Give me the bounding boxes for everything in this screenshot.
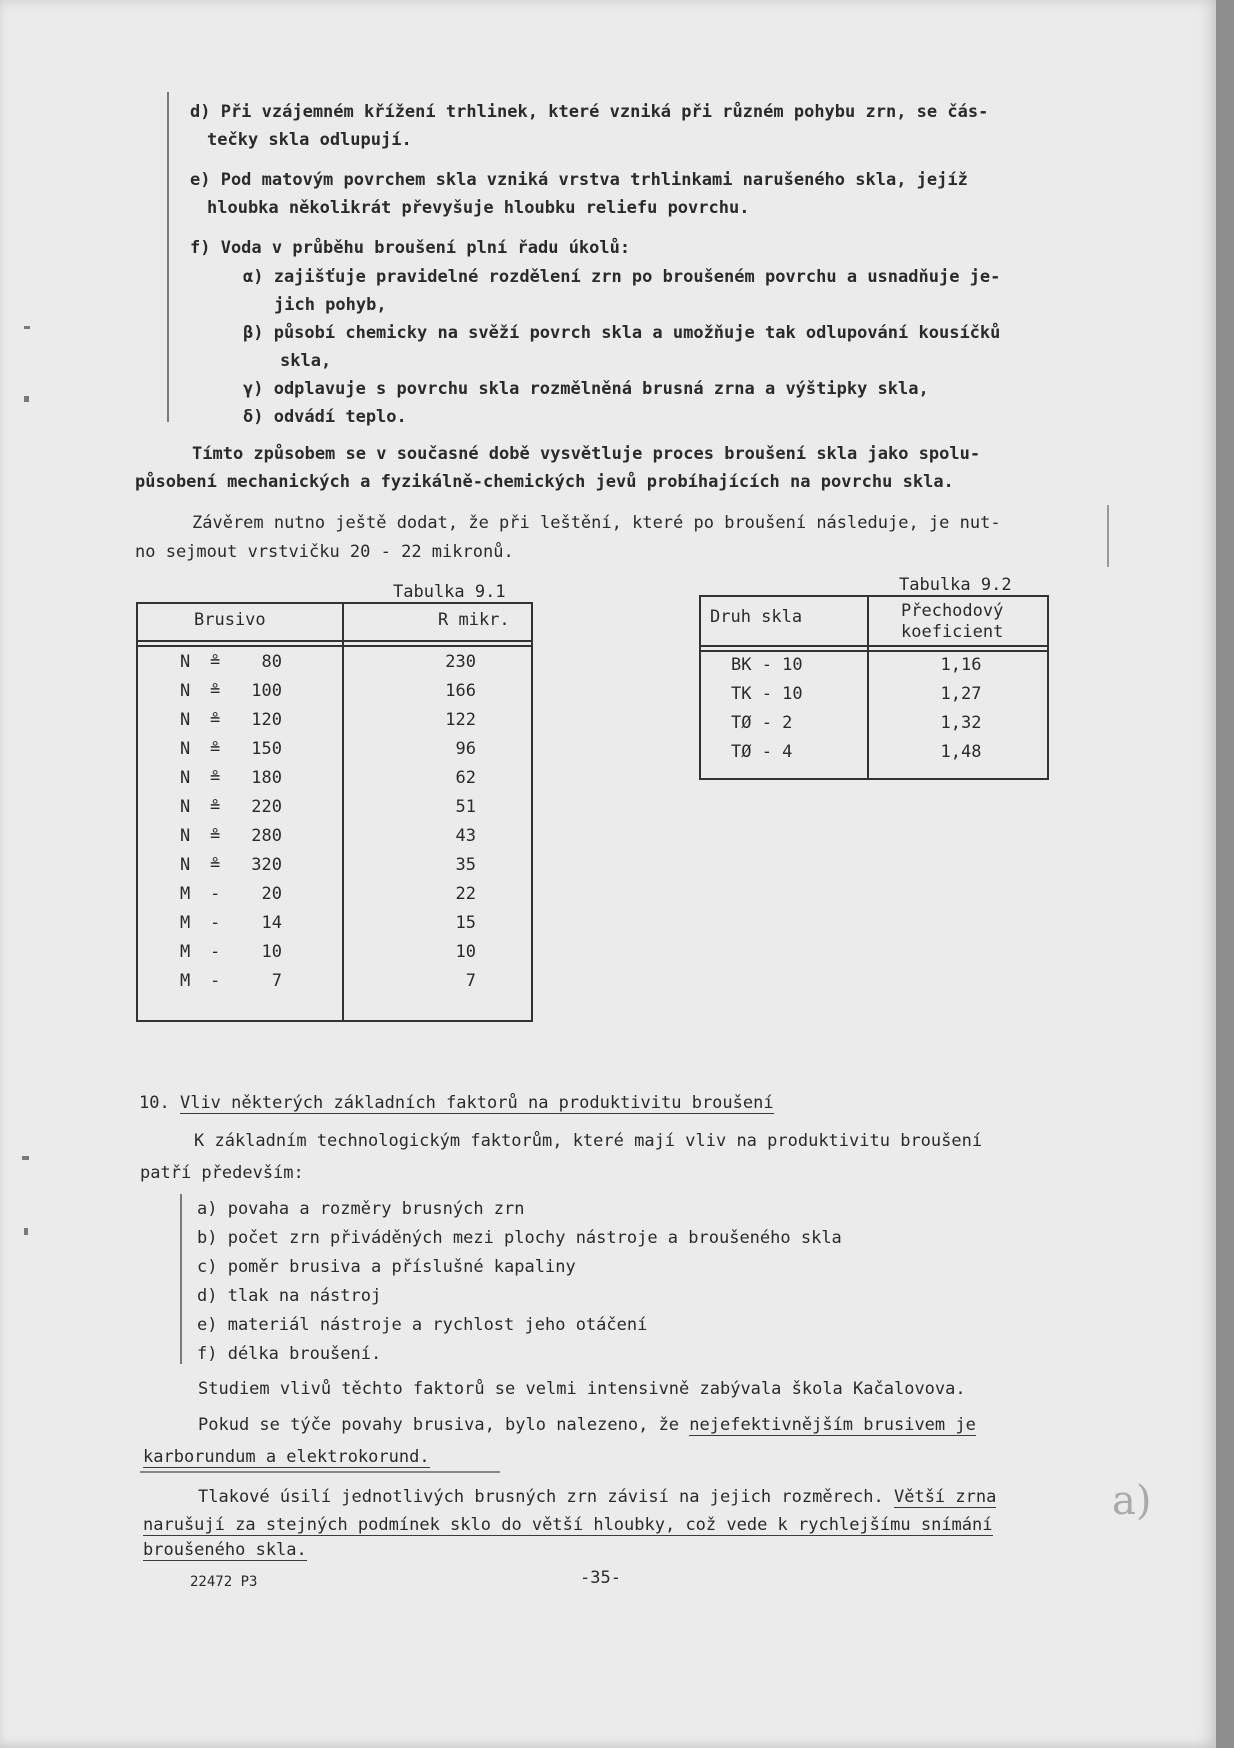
table-1-header-r: R mikr. <box>438 610 510 630</box>
table-1-cell-value: 230 <box>445 652 476 672</box>
table-1 <box>136 602 533 1022</box>
list-item-e-line1: e) Pod matovým povrchem skla vzniká vrstva trhlinkami narušeného skla, jejíž <box>190 170 968 190</box>
table-2-row <box>701 742 1047 771</box>
table-1-cell-grit: 120 <box>251 710 282 730</box>
table-2 <box>699 595 1049 780</box>
table-1-cell-grit: 20 <box>261 884 282 904</box>
table-1-cell-grit: 100 <box>251 681 282 701</box>
table-1-cell-symbol: ≗ <box>210 681 221 701</box>
table-1-cell-value: 96 <box>455 739 476 759</box>
sub-item-alpha-line2: jich pohyb, <box>274 295 387 315</box>
sub-item-delta: δ) odvádí teplo. <box>243 407 407 427</box>
margin-bar-bottom <box>180 1194 182 1364</box>
table-1-cell-value: 10 <box>455 942 476 962</box>
list-item-f: f) Voda v průběhu broušení plní řadu úkolů: <box>190 238 631 258</box>
handwritten-margin-note: a) <box>1112 1478 1152 1524</box>
table-2-row <box>701 655 1047 684</box>
table-1-cell-value: 7 <box>465 971 476 991</box>
table-1-row <box>138 768 531 797</box>
table-1-cell-letter: N <box>180 681 191 701</box>
page-number: -35- <box>580 1568 621 1588</box>
table-1-row <box>138 855 531 884</box>
table-1-cell-grit: 280 <box>251 826 282 846</box>
paragraph-6-line1: Tlakové úsilí jednotlivých brusných zrn závisí na jejich rozměrech. Větší zrna <box>198 1487 997 1507</box>
table-2-cell-kind: TØ - 2 <box>731 713 793 733</box>
factor-list-item: c) poměr brusiva a příslušné kapaliny <box>197 1257 576 1277</box>
table-2-cell-kind: TØ - 4 <box>731 742 793 762</box>
punch-speck <box>24 326 30 329</box>
table-1-cell-value: 51 <box>455 797 476 817</box>
table-1-cell-letter: N <box>180 652 191 672</box>
table-1-cell-symbol: ≗ <box>210 710 221 730</box>
table-1-row <box>138 710 531 739</box>
table-1-row <box>138 681 531 710</box>
table-1-cell-grit: 10 <box>261 942 282 962</box>
footer-code: 22472 P3 <box>190 1574 258 1590</box>
table-1-row <box>138 913 531 942</box>
table-2-caption: Tabulka 9.2 <box>899 575 1012 595</box>
table-1-cell-letter: M <box>180 913 191 933</box>
sub-item-alpha-line1: α) zajišťuje pravidelné rozdělení zrn po broušeném povrchu a usnadňuje je- <box>243 267 1001 287</box>
table-2-cell-coef: 1,48 <box>940 742 982 762</box>
factor-list-item: f) délka broušení. <box>197 1344 382 1364</box>
punch-speck <box>24 396 29 402</box>
table-1-cell-symbol: ≗ <box>210 768 221 788</box>
table-1-cell-grit: 180 <box>251 768 282 788</box>
table-1-cell-value: 35 <box>455 855 476 875</box>
table-1-cell-value: 43 <box>455 826 476 846</box>
table-1-cell-letter: N <box>180 768 191 788</box>
table-1-cell-letter: N <box>180 739 191 759</box>
table-1-cell-symbol: ≗ <box>210 652 221 672</box>
table-2-header-druh: Druh skla <box>710 607 803 627</box>
margin-bar-top <box>167 92 169 422</box>
section-number: 10. <box>139 1093 170 1113</box>
table-2-cell-coef: 1,16 <box>940 655 982 675</box>
punch-speck <box>22 1156 29 1160</box>
paragraph-2-line1: Závěrem nutno ještě dodat, že při leštění, které po broušení následuje, je nut- <box>192 513 1001 533</box>
sub-item-beta-line2: skla, <box>280 351 332 371</box>
table-1-cell-symbol: - <box>210 884 221 904</box>
sub-item-gamma: γ) odplavuje s povrchu skla rozmělněná brusná zrna a výštipky skla, <box>243 379 929 399</box>
paragraph-6-line3: broušeného skla. <box>143 1540 307 1560</box>
table-1-cell-value: 22 <box>455 884 476 904</box>
list-item-d-line1: d) Při vzájemném křížení trhlinek, které vzniká při různém pohybu zrn, se čás- <box>190 102 989 122</box>
punch-speck <box>24 1228 28 1235</box>
table-1-row <box>138 942 531 971</box>
table-2-cell-coef: 1,32 <box>940 713 982 733</box>
table-1-cell-letter: N <box>180 826 191 846</box>
table-1-cell-symbol: - <box>210 942 221 962</box>
factor-list-item: a) povaha a rozměry brusných zrn <box>197 1199 525 1219</box>
table-1-cell-value: 62 <box>455 768 476 788</box>
paragraph-3-line2: patří především: <box>140 1163 304 1183</box>
sub-item-beta-line1: β) působí chemicky na svěží povrch skla a umožňuje tak odlupování kousíčků <box>243 323 1001 343</box>
table-1-cell-grit: 80 <box>261 652 282 672</box>
table-1-header-brusivo: Brusivo <box>194 610 266 630</box>
table-1-cell-symbol: - <box>210 971 221 991</box>
table-1-cell-letter: M <box>180 884 191 904</box>
table-1-cell-letter: N <box>180 855 191 875</box>
table-1-cell-letter: M <box>180 942 191 962</box>
table-2-header-prechodovy: Přechodový <box>901 601 1004 621</box>
table-1-cell-letter: N <box>180 797 191 817</box>
table-1-cell-letter: M <box>180 971 191 991</box>
table-2-cell-kind: TK - 10 <box>731 684 803 704</box>
table-1-cell-symbol: ≗ <box>210 739 221 759</box>
table-1-cell-grit: 14 <box>261 913 282 933</box>
section-heading <box>139 1088 774 1119</box>
list-item-e-line2: hloubka několikrát převyšuje hloubku reliefu povrchu. <box>207 198 750 218</box>
paragraph-1-line2: působení mechanických a fyzikálně-chemických jevů probíhajících na povrchu skla. <box>135 472 954 492</box>
table-1-cell-symbol: - <box>210 913 221 933</box>
factor-list-item: e) materiál nástroje a rychlost jeho otáčení <box>197 1315 648 1335</box>
paragraph-4: Studiem vlivů těchto faktorů se velmi intensivně zabývala škola Kačalovova. <box>198 1379 966 1399</box>
table-2-row <box>701 684 1047 713</box>
table-1-cell-grit: 7 <box>271 971 282 991</box>
paragraph-5-line1: Pokud se týče povahy brusiva, bylo nalezeno, že nejefektivnějším brusivem je <box>198 1415 976 1435</box>
table-2-cell-coef: 1,27 <box>940 684 982 704</box>
paragraph-2-line2: no sejmout vrstvičku 20 - 22 mikronů. <box>135 542 514 562</box>
table-1-row <box>138 971 531 1000</box>
table-1-caption: Tabulka 9.1 <box>393 582 506 602</box>
table-1-cell-letter: N <box>180 710 191 730</box>
table-1-cell-symbol: ≗ <box>210 826 221 846</box>
table-1-row <box>138 797 531 826</box>
pencil-mark <box>1107 505 1109 567</box>
table-1-cell-value: 166 <box>445 681 476 701</box>
table-1-row <box>138 884 531 913</box>
paragraph-6-line2: narušují za stejných podmínek sklo do větší hloubky, což vede k rychlejšímu snímání <box>143 1515 993 1535</box>
table-1-cell-symbol: ≗ <box>210 855 221 875</box>
factor-list-item: b) počet zrn přiváděných mezi plochy nástroje a broušeného skla <box>197 1228 842 1248</box>
factor-list-item: d) tlak na nástroj <box>197 1286 382 1306</box>
table-2-header-koeficient: koeficient <box>901 622 1004 642</box>
section-title: Vliv některých základních faktorů na produktivitu broušení <box>179 1093 774 1113</box>
list-item-d-line2: tečky skla odlupují. <box>207 130 412 150</box>
table-1-row <box>138 652 531 681</box>
table-1-cell-grit: 220 <box>251 797 282 817</box>
table-1-cell-grit: 320 <box>251 855 282 875</box>
paragraph-5-line2: karborundum a elektrokorund. <box>143 1447 430 1467</box>
table-1-row <box>138 826 531 855</box>
table-2-cell-kind: BK - 10 <box>731 655 803 675</box>
table-1-row <box>138 739 531 768</box>
table-1-cell-grit: 150 <box>251 739 282 759</box>
table-1-cell-value: 15 <box>455 913 476 933</box>
table-1-cell-symbol: ≗ <box>210 797 221 817</box>
table-2-row <box>701 713 1047 742</box>
paragraph-1-line1: Tímto způsobem se v současné době vysvětluje proces broušení skla jako spolu- <box>192 444 981 464</box>
table-1-cell-value: 122 <box>445 710 476 730</box>
pencil-underline <box>140 1471 500 1473</box>
paragraph-3-line1: K základním technologickým faktorům, které mají vliv na produktivitu broušení <box>194 1131 983 1151</box>
